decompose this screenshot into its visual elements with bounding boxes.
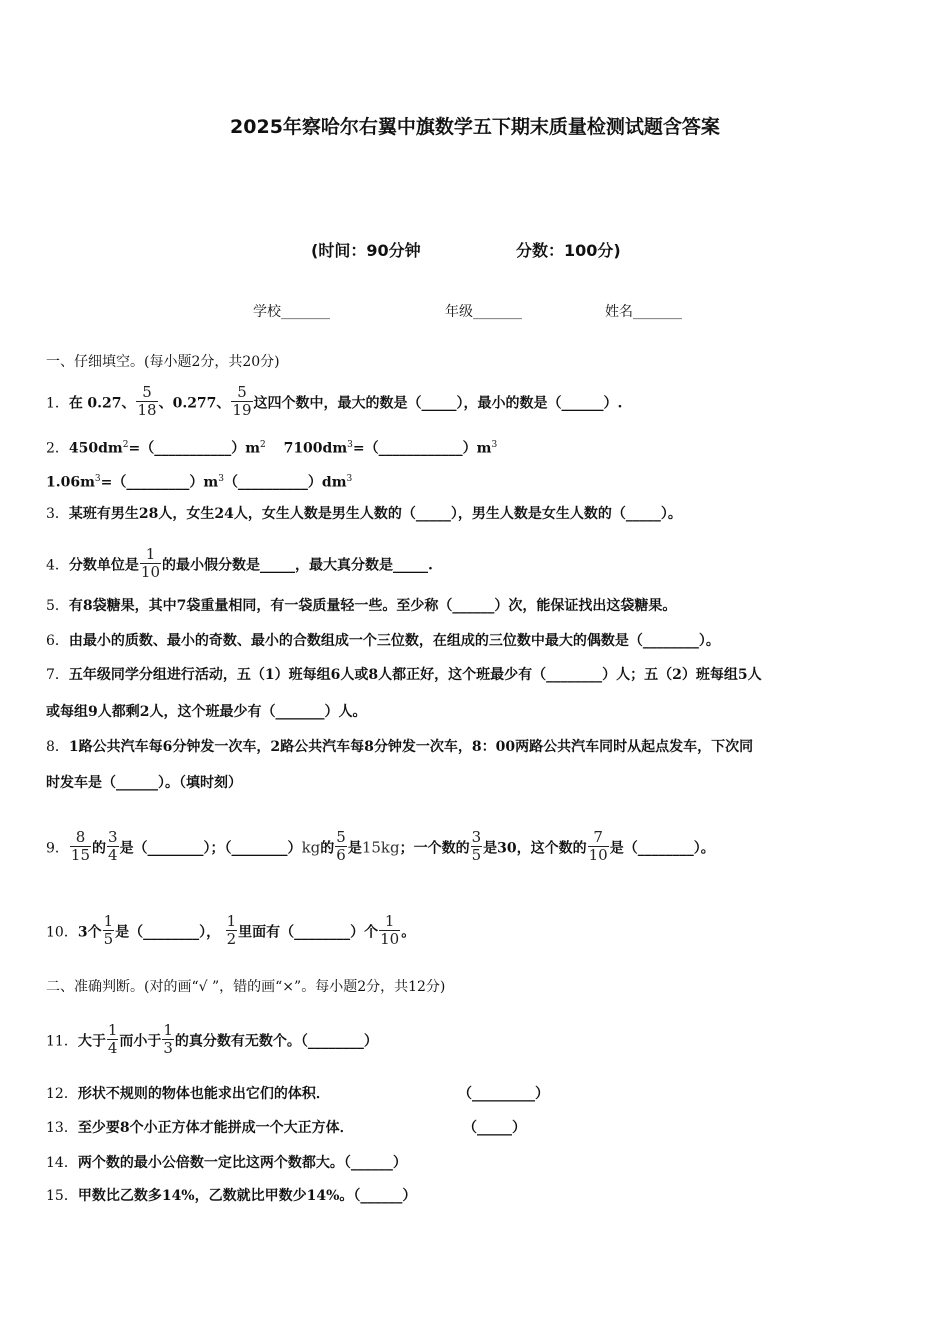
q9-unit-kg: kg — [301, 838, 321, 857]
q14-number: 14． — [46, 1155, 78, 1171]
denominator: 15 — [70, 846, 91, 864]
q9-text-3: 的 — [320, 840, 335, 857]
denominator: 10 — [588, 846, 608, 864]
question-6 — [46, 631, 720, 651]
q8-number: 8． — [46, 739, 69, 755]
q9-fraction-5 — [588, 829, 609, 864]
question-12 — [46, 1084, 330, 1104]
q9-text-6: 是30，这个数的 — [483, 840, 587, 857]
denominator: 10 — [380, 930, 400, 948]
q9-unit-15kg: 15kg — [361, 838, 400, 857]
numerator: 1 — [163, 1021, 173, 1039]
school-field: 学校_______ — [253, 304, 330, 320]
denominator: 2 — [226, 930, 237, 948]
q12-number: 12． — [46, 1086, 78, 1102]
q10-text-3: 里面有（________）个 — [238, 924, 379, 941]
question-11 — [46, 1021, 378, 1059]
q2-text-2: =（___________）m — [128, 440, 261, 457]
denominator: 4 — [108, 846, 118, 864]
q15-text: 甲数比乙数多14%，乙数就比甲数少14%。（______） — [77, 1188, 417, 1204]
q11-fraction-1 — [107, 1022, 119, 1057]
q2-sup-4: 3 — [491, 440, 498, 450]
q9-text-1: 的 — [92, 840, 107, 857]
question-7-line-1 — [46, 665, 762, 685]
q2-text-1: 450dm — [68, 440, 123, 457]
question-8-line-2 — [46, 773, 242, 793]
numerator: 5 — [142, 383, 152, 401]
q1-fraction-2 — [231, 384, 252, 419]
q6-number: 6． — [46, 633, 69, 649]
numerator: 8 — [75, 828, 86, 846]
section1-heading: 一、仔细填空。(每小题2分，共20分) — [46, 354, 280, 370]
q9-text-5: ；一个数的 — [399, 840, 470, 857]
q9-fraction-4 — [471, 829, 483, 864]
q4-text-1: 分数单位是 — [68, 557, 139, 574]
q7-text-2: 或每组9人都剩2人，这个班最少有（_______）人。 — [46, 704, 367, 720]
q2-number: 2． — [46, 440, 69, 457]
question-13 — [46, 1118, 354, 1138]
q5-text: 有8袋糖果，其中7袋重量相同，有一袋质量轻一些。至少称（______）次，能保证找出这袋糖果。 — [68, 598, 677, 614]
question-8-line-1 — [46, 737, 753, 757]
q11-text-1: 大于 — [77, 1033, 106, 1050]
q10-text-1: 3个 — [77, 924, 102, 941]
denominator: 6 — [336, 846, 346, 864]
q2-sup-2: 2 — [260, 440, 266, 450]
q13-number: 13． — [46, 1120, 78, 1136]
denominator: 19 — [232, 401, 252, 419]
question-1 — [46, 383, 623, 421]
denominator: 3 — [163, 1039, 173, 1057]
q11-text-3: 的真分数有无数个。（________） — [174, 1033, 378, 1050]
q1-text-5: 这四个数中，最大的数是（_____），最小的数是（______）. — [253, 395, 623, 412]
q4-text-2: 的最小假分数是_____，最大真分数是_____. — [162, 557, 433, 574]
numerator: 1 — [107, 1021, 118, 1039]
numerator: 1 — [145, 545, 156, 563]
q1-fraction-1 — [136, 384, 157, 419]
q9-fraction-2 — [107, 829, 119, 864]
question-10 — [46, 912, 416, 950]
grade-field: 年级_______ — [445, 304, 522, 320]
q1-text-2: 0.27 — [87, 395, 122, 412]
q12-text: 形状不规则的物体也能求出它们的体积． — [77, 1086, 330, 1102]
numerator: 1 — [226, 912, 237, 930]
exam-score: 分数：100分) — [516, 241, 621, 260]
question-14 — [46, 1153, 407, 1173]
q9-fraction-1 — [70, 829, 91, 864]
q11-fraction-2 — [162, 1022, 174, 1057]
q4-number: 4． — [46, 557, 69, 574]
denominator: 10 — [140, 563, 161, 581]
q2-sup-3: 3 — [347, 440, 353, 450]
q10-fraction-2 — [226, 913, 238, 948]
q10-number: 10． — [46, 924, 78, 941]
q11-text-2: 而小于 — [119, 1033, 162, 1050]
q10-text-4: 。 — [401, 924, 416, 941]
q8-text-2: 时发车是（______）。（填时刻） — [46, 775, 242, 791]
q10-fraction-3 — [379, 913, 400, 948]
q3-text: 某班有男生28人，女生24人，女生人数是男生人数的（_____），男生人数是女生人数的（_____）。 — [68, 506, 682, 522]
numerator: 7 — [593, 828, 603, 846]
q2-line2-c-sup: 3 — [346, 474, 353, 484]
question-9 — [46, 828, 715, 866]
question-2-line-1 — [46, 435, 497, 459]
q12-answer-blank: （_________） — [458, 1086, 549, 1102]
section2-heading: 二、准确判断。(对的画“√ ”，错的画“×”。每小题2分，共12分) — [46, 979, 446, 995]
q4-fraction — [140, 546, 161, 581]
q3-number: 3． — [46, 506, 69, 522]
q6-text: 由最小的质数、最小的奇数、最小的合数组成一个三位数，在组成的三位数中最大的偶数是（________）。 — [68, 633, 720, 649]
q2-line2-b-sup: 3 — [218, 474, 224, 484]
q2-sup-1: 2 — [122, 440, 129, 450]
q15-number: 15． — [46, 1188, 78, 1204]
question-4 — [46, 545, 433, 583]
exam-title: 2025年察哈尔右翼中旗数学五下期末质量检测试题含答案 — [230, 116, 720, 138]
numerator: 3 — [471, 828, 482, 846]
q8-text-1: 1路公共汽车每6分钟发一次车，2路公共汽车每8分钟发一次车，8：00两路公共汽车同时从起点发车，下次同 — [68, 739, 754, 755]
q2-text-3: 7100dm — [283, 440, 348, 457]
denominator: 4 — [107, 1039, 118, 1057]
q2-line2-a-sup: 3 — [94, 474, 101, 484]
denominator: 5 — [471, 846, 482, 864]
q2-line2-a: 1.06m — [46, 474, 95, 491]
q7-text-1: 五年级同学分组进行活动，五（1）班每组6人或8人都正好，这个班最少有（________）人；五（2）班每组5人 — [68, 667, 762, 683]
q2-line2-b: =（_________）m — [100, 474, 219, 491]
numerator: 3 — [108, 828, 118, 846]
q13-answer-blank: （_____） — [463, 1120, 526, 1136]
q9-text-2: 是（________）；（________） — [119, 840, 302, 857]
question-2-line-2 — [46, 469, 352, 493]
q11-number: 11． — [46, 1033, 78, 1050]
q1-text-1: 在 — [68, 395, 83, 412]
q5-number: 5． — [46, 598, 69, 614]
denominator: 18 — [137, 401, 157, 419]
q2-line2-c: （__________）dm — [223, 474, 347, 491]
denominator: 5 — [103, 930, 114, 948]
q9-fraction-3 — [335, 829, 347, 864]
q9-number: 9． — [46, 840, 69, 857]
q1-number: 1． — [46, 395, 69, 412]
q2-text-4: =（____________）m — [352, 440, 492, 457]
numerator: 1 — [103, 912, 114, 930]
q14-text: 两个数的最小公倍数一定比这两个数都大。（______） — [77, 1155, 407, 1171]
exam-time: (时间：90分钟 — [311, 241, 421, 260]
q9-text-4: 是 — [347, 840, 362, 857]
numerator: 5 — [336, 828, 346, 846]
q13-text: 至少要8个小正方体才能拼成一个大正方体． — [77, 1120, 354, 1136]
question-5 — [46, 596, 676, 616]
q1-text-4: 、0.277、 — [158, 395, 231, 412]
q9-text-7: 是（________）。 — [609, 840, 715, 857]
q1-text-3: 、 — [121, 395, 136, 412]
question-3 — [46, 504, 682, 524]
numerator: 1 — [384, 912, 395, 930]
numerator: 5 — [237, 383, 247, 401]
q10-fraction-1 — [103, 913, 115, 948]
q10-text-2: 是（________）， — [115, 924, 221, 941]
q7-number: 7． — [46, 667, 69, 683]
question-7-line-2 — [46, 702, 366, 722]
question-15 — [46, 1186, 416, 1206]
name-field: 姓名_______ — [605, 304, 682, 320]
